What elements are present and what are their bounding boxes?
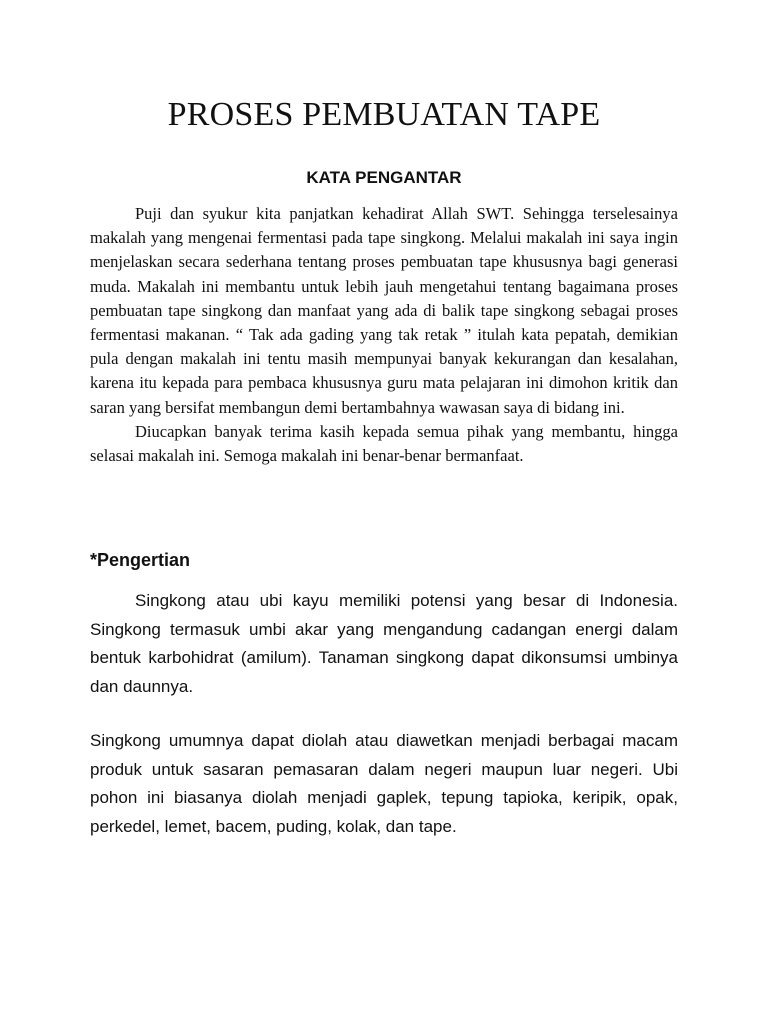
document-title: PROSES PEMBUATAN TAPE — [167, 96, 601, 133]
preface-paragraph: Puji dan syukur kita panjatkan kehadirat Allah SWT. Sehingga terselesainya makalah yang mengenai fermentasi pada tape singkong. Melalui makalah ini saya ingin menjelaskan secara sederhana tentang proses pembuatan tape khususnya bagi generasi muda. Makalah ini membantu untuk lebih jauh mengetahui tentang bagaimana proses pembuatan tape singkong dan manfaat yang ada di balik tape singkong sebagai proses fermentasi makanan. “ Tak ada gading yang tak retak ” itulah kata pepatah, demikian pula dengan makalah ini tentu masih mempunyai banyak kekurangan dan kesalahan, karena itu kepada para pembaca khususnya guru mata pelajaran ini dimohon kritik dan saran yang bersifat membangun demi bertambahnya wawasan saya di bidang ini. — [90, 204, 678, 417]
preface-paragraph: Diucapkan banyak terima kasih kepada semua pihak yang membantu, hingga selasai makalah ini. Semoga makalah ini benar-benar bermanfaat. — [90, 421, 678, 466]
pengertian-paragraph: Singkong atau ubi kayu memiliki potensi yang besar di Indonesia. Singkong termasuk umbi akar yang mengandung cadangan energi dalam bentuk karbohidrat (amilum). Tanaman singkong dapat dikonsumsi umbinya dan daunnya. — [90, 591, 678, 696]
pengertian-heading: *Pengertian — [90, 550, 191, 570]
preface-heading: KATA PENGANTAR — [306, 168, 462, 187]
preface-section — [90, 202, 678, 468]
pengertian-paragraph: Singkong umumnya dapat diolah atau diawetkan menjadi berbagai macam produk untuk sasaran pemasaran dalam negeri maupun luar negeri. Ubi pohon ini biasanya diolah menjadi gaplek, tepung tapioka, keripik, opak, perkedel, lemet, bacem, puding, kolak, dan tape. — [90, 731, 678, 836]
